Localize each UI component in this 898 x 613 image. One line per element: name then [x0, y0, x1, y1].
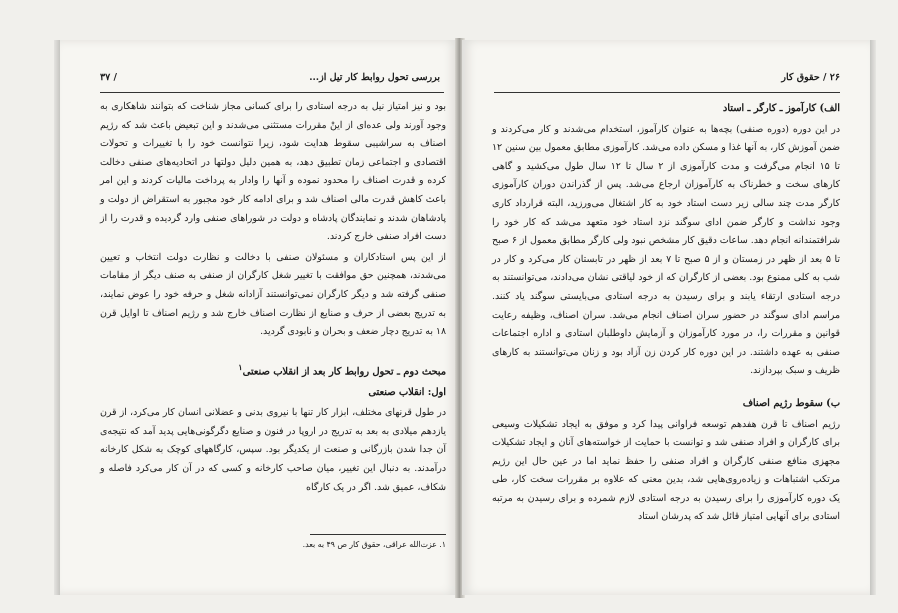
- left-header-title: بررسی تحول روابط کار تیل از...: [309, 72, 440, 83]
- subheading-guild-collapse: ب) سقوط رژیم اصناف: [742, 397, 840, 409]
- right-paragraph-2: رژیم اصناف تا قرن هفدهم توسعه فراوانی پیدا کرد و موفق به ایجاد تشکیلات وسیعی برای کارگران و افراد صنفی شد و توانست با حمایت از خواسته‌های آنان و ایجاد تشکیلات مجهزی منافع صنفی کارگران و افراد صنفی را حفظ نماید اما در عین حال این رژیم مرتکب اشتباهات و زیاده‌روی‌هایی شد، بدین معنی که علاوه بر مقررات سخت کار، طی یک دوره کارآموزی را برای رسیدن به درجه استادی لازم شمرده و برای رسیدن به مرتبه استادی برای آنهایی امتیاز قائل شد که پدرشان استاد: [492, 418, 840, 523]
- left-paragraph-3: در طول قرنهای مختلف، ابزار کار تنها با نیروی بدنی و عضلانی انسان کار می‌کرد، از قرن یازدهم میلادی به بعد به تدریج در اروپا در فنون و صنایع دگرگونی‌هایی پدید آمد که نتیجه‌ی آن جدا شدن بازرگانی و صنعت از یکدیگر بود. سپس، کارگاههای کوچک به شکل کارخانه درآمدند. به دنبال این تغییر، میان صاحب کارخانه و کسی که در آن کار می‌کرد فاصله و شکاف، عمیق شد. اگر در یک کارگاه: [100, 407, 446, 493]
- right-page-header: ۲۶ / حقوق کار: [781, 72, 840, 83]
- footnote: ۱. عزت‌الله عراقی، حقوق کار ص ۴۹ به بعد.: [302, 540, 446, 549]
- right-page-edge-shadow: [870, 40, 876, 595]
- section-footnote-marker: ۱: [238, 361, 243, 372]
- subheading-apprentice: الف) کارآموز ـ کارگر ـ استاد: [722, 103, 840, 114]
- left-page-header: [100, 72, 440, 90]
- left-page: [60, 40, 458, 595]
- footnote-rule: [310, 534, 446, 535]
- left-page-body: [100, 98, 446, 497]
- right-header-rule: [494, 92, 840, 93]
- subheading-industrial-revolution: اول: انقلاب صنعتی: [368, 386, 446, 398]
- right-page-body: [492, 98, 840, 527]
- left-paragraph-2: از این پس استادکاران و مسئولان صنفی با دخالت و نظارت دولت انتخاب و تعیین می‌شدند، همچنین حق موافقت با تغییر شغل کارگران از صنفی به صنف دیگر از مقامات صنفی گرفته شد و دیگر کارگران نمی‌توانستند آزادانه شغل و حرفه خود را عوض نمایند، به تدریج بعضی از حرف و صنایع از نظارت اصناف خارج شد و رژیم اصناف تا اوایل قرن ۱۸ به تدریج دچار ضعف و بحران و نابودی گردید.: [100, 251, 446, 338]
- right-paragraph-1: در این دوره (دوره صنفی) بچه‌ها به عنوان کارآموز، استخدام می‌شدند و کار می‌کردند و ضمن آموزش کار، به آنها غذا و مسکن داده می‌شد. کارآموزی مطابق معمول بین سنین ۱۲ تا ۱۵ انجام می‌گرفت و مدت کارآموزی از ۲ سال تا ۱۲ سال طول می‌کشید و گاهی کارهای سخت و خطرناک به کارآموزان ارجاع می‌شد. پس از گذراندن دوران کارآموزی کارگر مدت چند سالی زیر دست استاد خود به کار اشتغال می‌ورزید، البته قرارداد کاری وجود نداشت و کارگر ضمن ادای سوگند نزد استاد خود متعهد می‌شد که کار خود را شرافتمندانه انجام دهد. ساعات دقیق کار مشخص نبود ولی کارگر مطابق معمول از ۶ صبح تا ۵ بعد از ظهر در زمستان و از ۵ صبح تا ۷ بعد از ظهر در تابستان کار می‌کرد و کار در شب به کلی ممنوع بود. بعضی از کارگران که از خود لیاقتی نشان می‌دادند، می‌توانستند به درجه استادی ارتقاء یابند و برای رسیدن به درجه استادی می‌بایستی سوگند یاد کنند. مراسم ادای سوگند در حضور سران اصناف انجام می‌شد. سران اصناف، وظیفه رعایت قوانین و مقررات را، در مورد کارآموزان و آزمایش داوطلبان استادی و اداره اجتماعات صنفی به عهده داشتند. در این دوره کار کردن زن آزاد بود و زنان می‌توانستند به کارهای ظریف و سبک بپردازند.: [492, 123, 841, 377]
- left-header-rule: [100, 92, 444, 93]
- section-heading: [100, 358, 446, 382]
- left-page-number: / ۳۷: [100, 72, 117, 83]
- left-paragraph-1: بود و نیز امتیاز نیل به درجه استادی را برای کسانی مجاز شناخت که بتوانند شاهکاری به وجود آورند ولی عده‌ای از اینْ مقررات مستثنی می‌شدند و این تبعیض باعث شد که رژیم اصناف به سراشیبی سقوط هدایت شود، زیرا نتوانست خود را با تغییرات و تحولات اقتصادی و اجتماعی زمان تطبیق دهد، به همین دلیل دولتها در اتحادیه‌های صنفی دخالت کرده و قدرت اصناف را محدود نموده و آنها را وادار به پرداخت مالیات کردند و این امر باعث کاهش قدرت مالی اصناف شد و برای ادامه کار خود مجبور به استقراض از دولت و پادشاهان شدند و نمایندگان پادشاه و دولت در شوراهای صنفی وارد گردیده و قدرت را از دست افراد صنفی خارج کردند.: [100, 101, 446, 243]
- right-page: [462, 40, 870, 595]
- section-heading-text: مبحث دوم ـ تحول روابط کار بعد از انقلاب صنعتی: [242, 365, 446, 377]
